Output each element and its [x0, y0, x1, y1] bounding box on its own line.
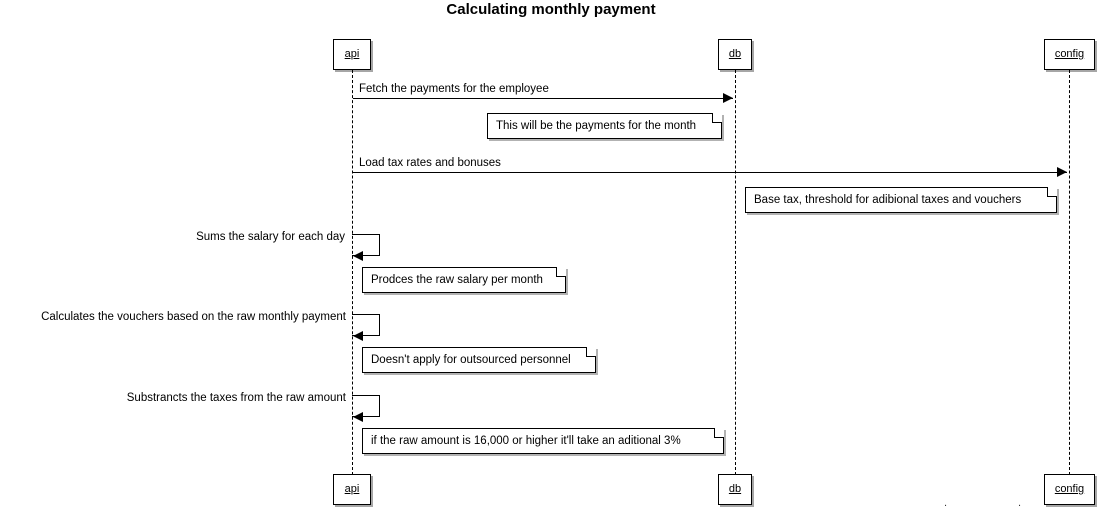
note-4-text: Doesn't apply for outsourced personnel — [371, 354, 571, 366]
participant-config-top[interactable] — [1044, 39, 1095, 70]
note-3 — [362, 267, 566, 293]
participant-api-top[interactable] — [333, 39, 371, 70]
footer-mark-left: . — [944, 497, 950, 509]
participant-api-bottom-label: api — [344, 483, 360, 495]
participant-config-bottom-label: config — [1054, 483, 1085, 495]
lifeline-db — [735, 70, 736, 475]
participant-api-bottom[interactable] — [333, 474, 371, 505]
note-1 — [487, 113, 722, 139]
note-fold-icon — [586, 347, 596, 357]
footer-mark-right: . — [1018, 497, 1024, 509]
message-line-2 — [353, 172, 1067, 173]
message-arrow-3 — [353, 251, 363, 261]
message-arrow-5 — [353, 412, 363, 422]
participant-config-top-label: config — [1054, 48, 1085, 60]
message-label-4: Calculates the vouchers based on the raw monthly payment — [41, 311, 346, 323]
participant-db-top[interactable] — [718, 39, 752, 70]
note-fold-icon — [714, 428, 724, 438]
message-label-3: Sums the salary for each day — [196, 231, 345, 243]
message-label-2: Load tax rates and bonuses — [359, 157, 501, 169]
participant-api-top-label: api — [344, 48, 360, 60]
lifeline-config — [1069, 70, 1070, 475]
note-5 — [362, 428, 724, 454]
message-label-1: Fetch the payments for the employee — [359, 83, 549, 95]
note-2 — [745, 187, 1057, 213]
note-fold-icon — [1047, 187, 1057, 197]
note-1-text: This will be the payments for the month — [496, 120, 697, 132]
note-4 — [362, 347, 596, 373]
note-fold-icon — [556, 267, 566, 277]
participant-db-bottom-label: db — [728, 483, 742, 495]
diagram-title: Calculating monthly payment — [446, 1, 656, 18]
message-arrow-4 — [353, 331, 363, 341]
participant-db-top-label: db — [728, 48, 742, 60]
participant-db-bottom[interactable] — [718, 474, 752, 505]
message-label-5: Substrancts the taxes from the raw amount — [126, 392, 346, 404]
note-fold-icon — [712, 113, 722, 123]
participant-config-bottom[interactable] — [1044, 474, 1095, 505]
message-arrow-2 — [1057, 167, 1067, 177]
note-2-text: Base tax, threshold for adibional taxes and vouchers — [754, 194, 1022, 206]
note-5-text: if the raw amount is 16,000 or higher it'll take an aditional 3% — [371, 435, 681, 447]
message-line-1 — [353, 98, 733, 99]
note-3-text: Prodces the raw salary per month — [371, 274, 543, 286]
message-arrow-1 — [723, 93, 733, 103]
